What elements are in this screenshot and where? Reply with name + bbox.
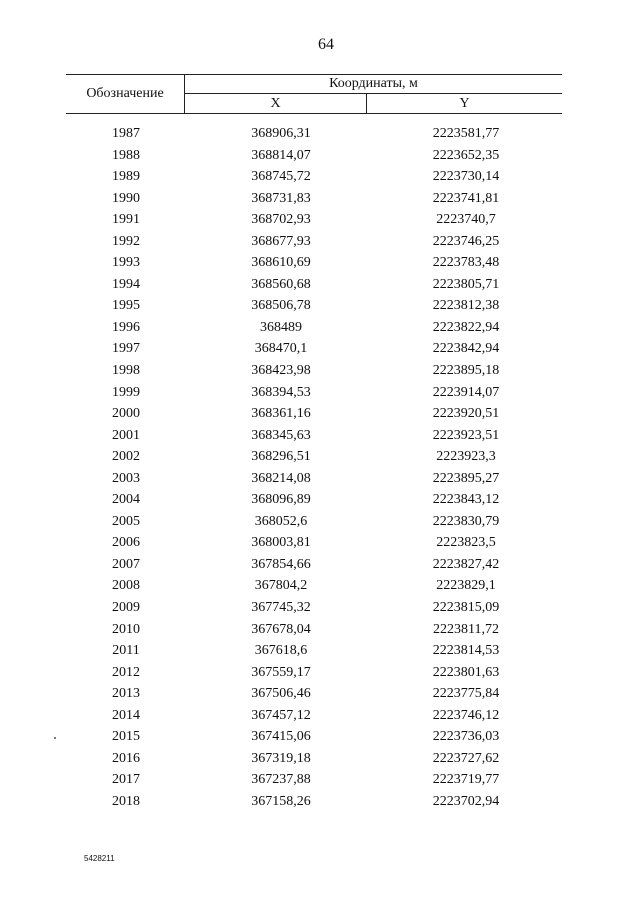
row-y: 2223741,81 bbox=[432, 190, 500, 206]
row-y: 2223746,12 bbox=[432, 707, 500, 723]
row-x: 367618,6 bbox=[254, 643, 308, 659]
table-row bbox=[66, 210, 562, 232]
row-designation: 2000 bbox=[112, 406, 140, 422]
page-number: 64 bbox=[318, 36, 334, 53]
row-x: 368470,1 bbox=[254, 341, 308, 357]
table-row bbox=[66, 512, 562, 534]
row-y: 2223914,07 bbox=[432, 384, 500, 400]
row-designation: 1992 bbox=[112, 233, 140, 249]
table-row bbox=[66, 555, 562, 577]
table-row bbox=[66, 426, 562, 448]
row-y: 2223920,51 bbox=[432, 406, 500, 422]
row-y: 2223719,77 bbox=[432, 772, 500, 788]
table-row bbox=[66, 770, 562, 792]
table-row bbox=[66, 598, 562, 620]
row-designation: 2015 bbox=[112, 729, 140, 745]
row-x: 368361,16 bbox=[251, 406, 311, 422]
row-x: 368423,98 bbox=[251, 363, 311, 379]
row-designation: 1990 bbox=[112, 190, 140, 206]
table-row bbox=[66, 361, 562, 383]
row-x: 368052,6 bbox=[254, 513, 308, 529]
row-x: 368394,53 bbox=[251, 384, 311, 400]
table-row bbox=[66, 533, 562, 555]
table-row bbox=[66, 232, 562, 254]
footer-code: 5428211 bbox=[84, 854, 115, 863]
row-y: 2223842,94 bbox=[432, 341, 500, 357]
row-y: 2223895,27 bbox=[432, 470, 500, 486]
row-x: 368560,68 bbox=[251, 276, 311, 292]
table-row bbox=[66, 620, 562, 642]
row-y: 2223830,79 bbox=[432, 513, 500, 529]
row-designation: 2008 bbox=[112, 578, 140, 594]
row-designation: 2003 bbox=[112, 470, 140, 486]
table-row bbox=[66, 576, 562, 598]
row-y: 2223581,77 bbox=[432, 126, 500, 141]
table-row bbox=[66, 383, 562, 405]
row-y: 2223727,62 bbox=[432, 750, 500, 766]
row-x: 368745,72 bbox=[251, 169, 311, 185]
table-row bbox=[66, 641, 562, 663]
row-designation: 2005 bbox=[112, 513, 140, 529]
table-row bbox=[66, 490, 562, 512]
row-y: 2223923,51 bbox=[432, 427, 500, 443]
row-y: 2223822,94 bbox=[432, 319, 500, 335]
table-row bbox=[66, 296, 562, 318]
row-designation: 1997 bbox=[112, 341, 140, 357]
row-y: 2223730,14 bbox=[432, 169, 500, 185]
row-x: 368814,07 bbox=[251, 147, 311, 163]
table-row bbox=[66, 124, 562, 146]
header-coordinates: Координаты, м bbox=[185, 75, 562, 94]
row-y: 2223811,72 bbox=[433, 621, 499, 637]
row-x: 368214,08 bbox=[251, 470, 311, 486]
row-y: 2223823,5 bbox=[436, 535, 496, 551]
table-row bbox=[66, 146, 562, 168]
row-x: 367506,46 bbox=[251, 686, 311, 702]
header-designation: Обозначение bbox=[66, 75, 185, 113]
row-designation: 1988 bbox=[112, 147, 140, 163]
row-y: 2223827,42 bbox=[432, 556, 500, 572]
table-header bbox=[66, 74, 562, 114]
row-designation: 2007 bbox=[112, 556, 140, 572]
row-x: 368610,69 bbox=[251, 255, 311, 271]
row-designation: 1995 bbox=[112, 298, 140, 314]
row-y: 2223895,18 bbox=[432, 363, 500, 379]
table-row bbox=[66, 706, 562, 728]
row-designation: 1996 bbox=[112, 319, 140, 335]
row-y: 2223740,7 bbox=[436, 212, 496, 228]
row-designation: 2009 bbox=[112, 600, 140, 616]
row-designation: 1994 bbox=[112, 276, 140, 292]
table-row bbox=[66, 792, 562, 814]
row-y: 2223843,12 bbox=[432, 492, 500, 508]
row-x: 367678,04 bbox=[251, 621, 311, 637]
table-row bbox=[66, 749, 562, 771]
row-designation: 2012 bbox=[112, 664, 140, 680]
row-designation: 1991 bbox=[112, 212, 140, 228]
row-y: 2223783,48 bbox=[432, 255, 500, 271]
row-x: 368702,93 bbox=[251, 212, 311, 228]
table-row bbox=[66, 318, 562, 340]
row-x: 367158,26 bbox=[251, 793, 311, 809]
row-designation: 1987 bbox=[112, 126, 140, 141]
header-x: X bbox=[185, 94, 367, 113]
row-x: 367415,06 bbox=[251, 729, 311, 745]
row-x: 367745,32 bbox=[251, 600, 311, 616]
row-designation: 2001 bbox=[112, 427, 140, 443]
row-designation: 2002 bbox=[112, 449, 140, 465]
row-y: 2223736,03 bbox=[432, 729, 500, 745]
row-x: 367319,18 bbox=[251, 750, 311, 766]
table-body bbox=[66, 124, 562, 814]
row-x: 367804,2 bbox=[254, 578, 308, 594]
row-designation: 2017 bbox=[112, 772, 140, 788]
row-y: 2223815,09 bbox=[432, 600, 500, 616]
row-x: 368906,31 bbox=[251, 126, 311, 141]
row-designation: 2013 bbox=[112, 686, 140, 702]
row-designation: 1999 bbox=[112, 384, 140, 400]
row-x: 367559,17 bbox=[251, 664, 311, 680]
row-designation: 2014 bbox=[112, 707, 140, 723]
row-x: 368345,63 bbox=[251, 427, 311, 443]
table-row bbox=[66, 339, 562, 361]
row-x: 367457,12 bbox=[251, 707, 311, 723]
row-x: 368296,51 bbox=[251, 449, 311, 465]
row-y: 2223801,63 bbox=[432, 664, 500, 680]
row-designation: 2016 bbox=[112, 750, 140, 766]
row-designation: 1998 bbox=[112, 363, 140, 379]
row-x: 368489 bbox=[260, 319, 302, 335]
row-y: 2223923,3 bbox=[436, 449, 496, 465]
table-row bbox=[66, 447, 562, 469]
row-designation: 1989 bbox=[112, 169, 140, 185]
table-row bbox=[66, 275, 562, 297]
row-y: 2223805,71 bbox=[432, 276, 500, 292]
table-row bbox=[66, 253, 562, 275]
header-y: Y bbox=[459, 96, 470, 111]
table-row bbox=[66, 663, 562, 685]
table-row bbox=[66, 727, 562, 749]
row-x: 367237,88 bbox=[251, 772, 311, 788]
table-row bbox=[66, 404, 562, 426]
table-row bbox=[66, 189, 562, 211]
row-x: 368003,81 bbox=[251, 535, 311, 551]
row-x: 368506,78 bbox=[251, 298, 311, 314]
row-designation: 2018 bbox=[112, 793, 140, 809]
row-y: 2223814,53 bbox=[432, 643, 500, 659]
row-y: 2223812,38 bbox=[432, 298, 500, 314]
table-row bbox=[66, 684, 562, 706]
row-x: 368677,93 bbox=[251, 233, 311, 249]
row-x: 368096,89 bbox=[251, 492, 311, 508]
row-designation: 2011 bbox=[112, 643, 140, 659]
row-y: 2223702,94 bbox=[432, 793, 500, 809]
row-designation: 2010 bbox=[112, 621, 140, 637]
row-y: 2223829,1 bbox=[436, 578, 496, 594]
row-y: 2223746,25 bbox=[432, 233, 500, 249]
table-row bbox=[66, 469, 562, 491]
row-x: 368731,83 bbox=[251, 190, 311, 206]
row-x: 367854,66 bbox=[251, 556, 311, 572]
row-designation: 2006 bbox=[112, 535, 140, 551]
row-designation: 1993 bbox=[112, 255, 140, 271]
row-y: 2223652,35 bbox=[432, 147, 500, 163]
table-row bbox=[66, 167, 562, 189]
row-y: 2223775,84 bbox=[432, 686, 500, 702]
scan-speck bbox=[54, 737, 56, 739]
row-designation: 2004 bbox=[112, 492, 140, 508]
